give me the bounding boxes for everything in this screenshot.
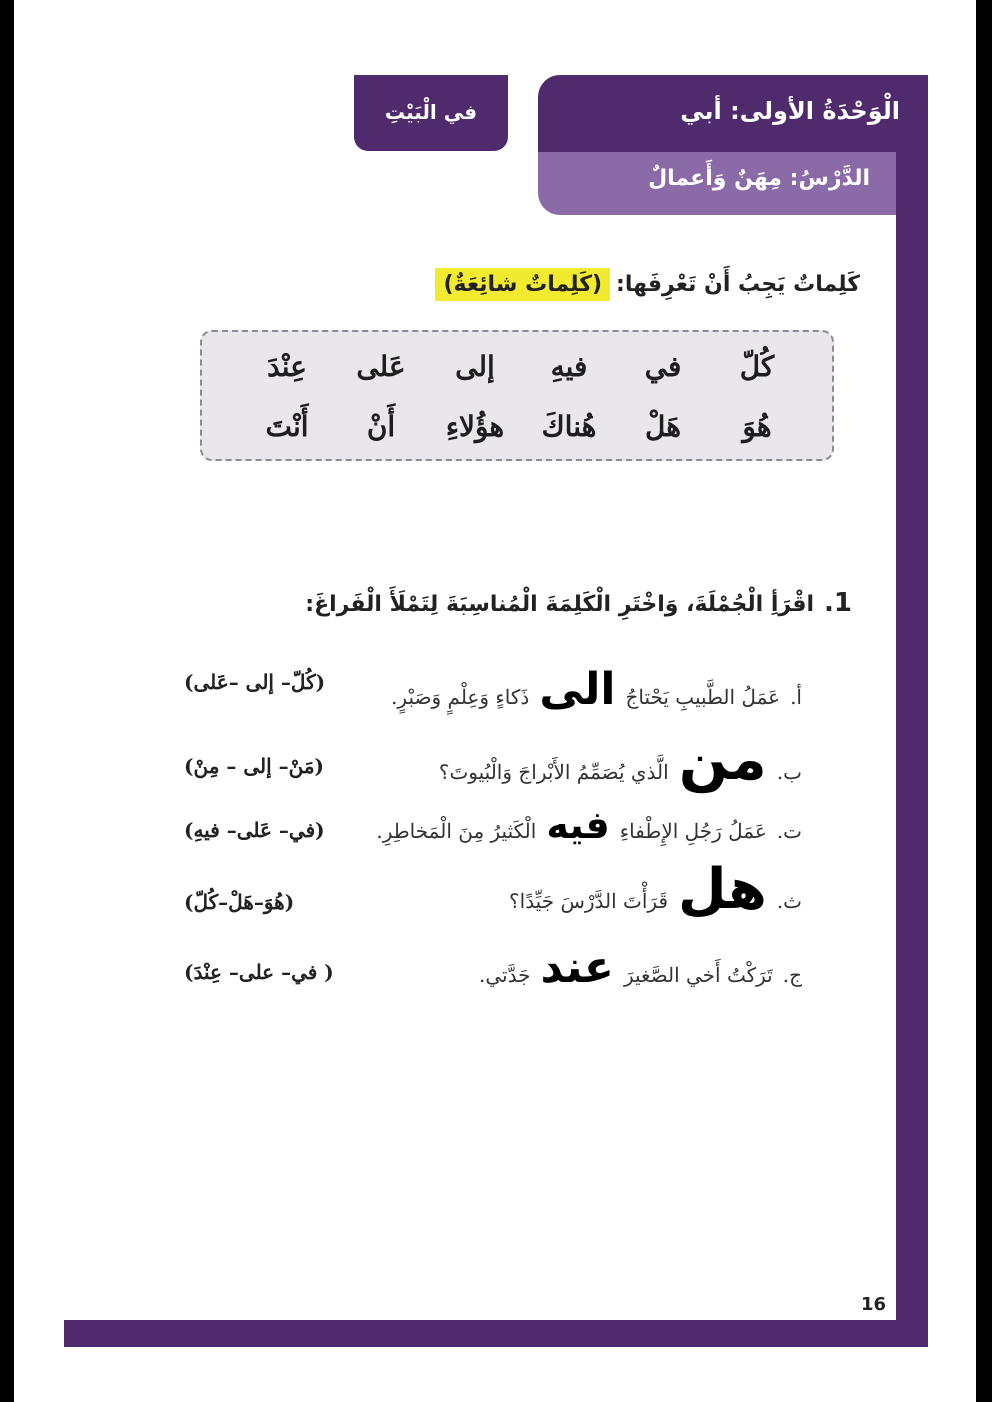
answer-options: (في– عَلى– فيهِ) xyxy=(184,818,325,842)
item-letter: ت. xyxy=(776,819,802,843)
home-tab xyxy=(354,75,508,151)
word: هُوَ xyxy=(742,410,772,443)
handwritten-answer: من xyxy=(678,725,767,793)
word: هؤُلاءِ xyxy=(445,410,505,443)
handwritten-answer: الى xyxy=(539,664,616,715)
handwritten-answer: عند xyxy=(540,942,614,993)
words-highlight: (كَلِماتٌ شائِعَةٌ) xyxy=(435,268,610,301)
sentence-before: تَرَكْتُ أَخي الصَّغيرَ xyxy=(623,963,773,987)
sentence-before: عَمَلُ رَجُلِ الإِطْفاءِ xyxy=(619,819,767,843)
exercise-sentence xyxy=(391,664,802,715)
item-letter: ب. xyxy=(776,760,802,784)
handwritten-answer: فيه xyxy=(546,803,610,847)
unit-title: الْوَحْدَةُ الأولى: أبي xyxy=(680,97,900,125)
word: في xyxy=(644,350,682,383)
sentence-after: قَرَأْتَ الدَّرْسَ جَيِّدًا؟ xyxy=(509,889,668,913)
item-letter: ج. xyxy=(782,963,802,987)
words-row-1 xyxy=(252,350,792,383)
word: أَنْ xyxy=(366,410,396,443)
answer-options: (كُلّ– إلى –عَلى) xyxy=(184,670,326,694)
exercise-number: 1. xyxy=(824,588,852,618)
sentence-after: ذَكاءٍ وَعِلْمٍ وَصَبْرٍ. xyxy=(391,685,530,709)
worksheet-page xyxy=(14,0,976,1402)
word: فيهِ xyxy=(550,350,588,383)
exercise-question-text: اقْرَأِ الْجُمْلَةَ، وَاخْتَرِ الْكَلِمَةَ الْمُناسِبَةَ لِتَمْلَأَ الْفَراغَ: xyxy=(305,592,815,617)
sentence-before: عَمَلُ الطَّبيبِ يَحْتاجُ xyxy=(625,685,781,709)
bottom-border-bar xyxy=(64,1320,928,1347)
words-row-2 xyxy=(252,410,792,443)
exercise-item xyxy=(14,857,976,922)
page-number: 16 xyxy=(860,1294,886,1315)
word: هَلْ xyxy=(645,410,681,443)
exercise-item xyxy=(14,942,976,1006)
exercise-sentence xyxy=(509,857,802,922)
word: عِنْدَ xyxy=(267,350,307,383)
lesson-title: الدَّرْسُ: مِهَنٌ وَأَعمالٌ xyxy=(648,166,870,191)
item-letter: ث. xyxy=(776,889,802,913)
word: أَنْتَ xyxy=(265,410,309,443)
exercise-question xyxy=(305,588,852,618)
words-heading xyxy=(435,268,860,301)
words-heading-text: كَلِماتٌ يَجِبُ أَنْ تَعْرِفَها: xyxy=(616,272,860,297)
answer-options: ( في– على– عِنْدَ) xyxy=(184,960,334,984)
answer-options: (مَنْ– إلى – مِنْ) xyxy=(184,754,325,778)
exercise-sentence xyxy=(438,725,802,793)
word: عَلى xyxy=(356,350,406,383)
sentence-after: جَدَّتي. xyxy=(479,963,531,987)
exercise-item xyxy=(14,725,976,793)
exercise-sentence xyxy=(479,942,802,993)
lesson-banner xyxy=(538,152,896,215)
word: إلى xyxy=(455,350,495,383)
handwritten-answer: هل xyxy=(678,857,767,922)
word: كُلّ xyxy=(739,350,775,383)
exercise-item xyxy=(14,803,976,866)
item-letter: أ. xyxy=(790,685,802,709)
home-tab-label: في الْبَيْتِ xyxy=(384,100,478,124)
sentence-after: الَّذي يُصَمِّمُ الأَبْراجَ وَالْبُيوتَ؟ xyxy=(438,760,669,784)
answer-options: (هُوَ–هَلْ–كُلّ) xyxy=(184,890,295,914)
word: هُناكَ xyxy=(541,410,597,443)
sentence-after: الْكَثيرُ مِنَ الْمَخاطِرِ. xyxy=(376,819,537,843)
exercise-sentence xyxy=(376,803,802,847)
exercise-item xyxy=(14,664,976,728)
unit-banner xyxy=(538,75,928,152)
common-words-box xyxy=(200,330,834,461)
